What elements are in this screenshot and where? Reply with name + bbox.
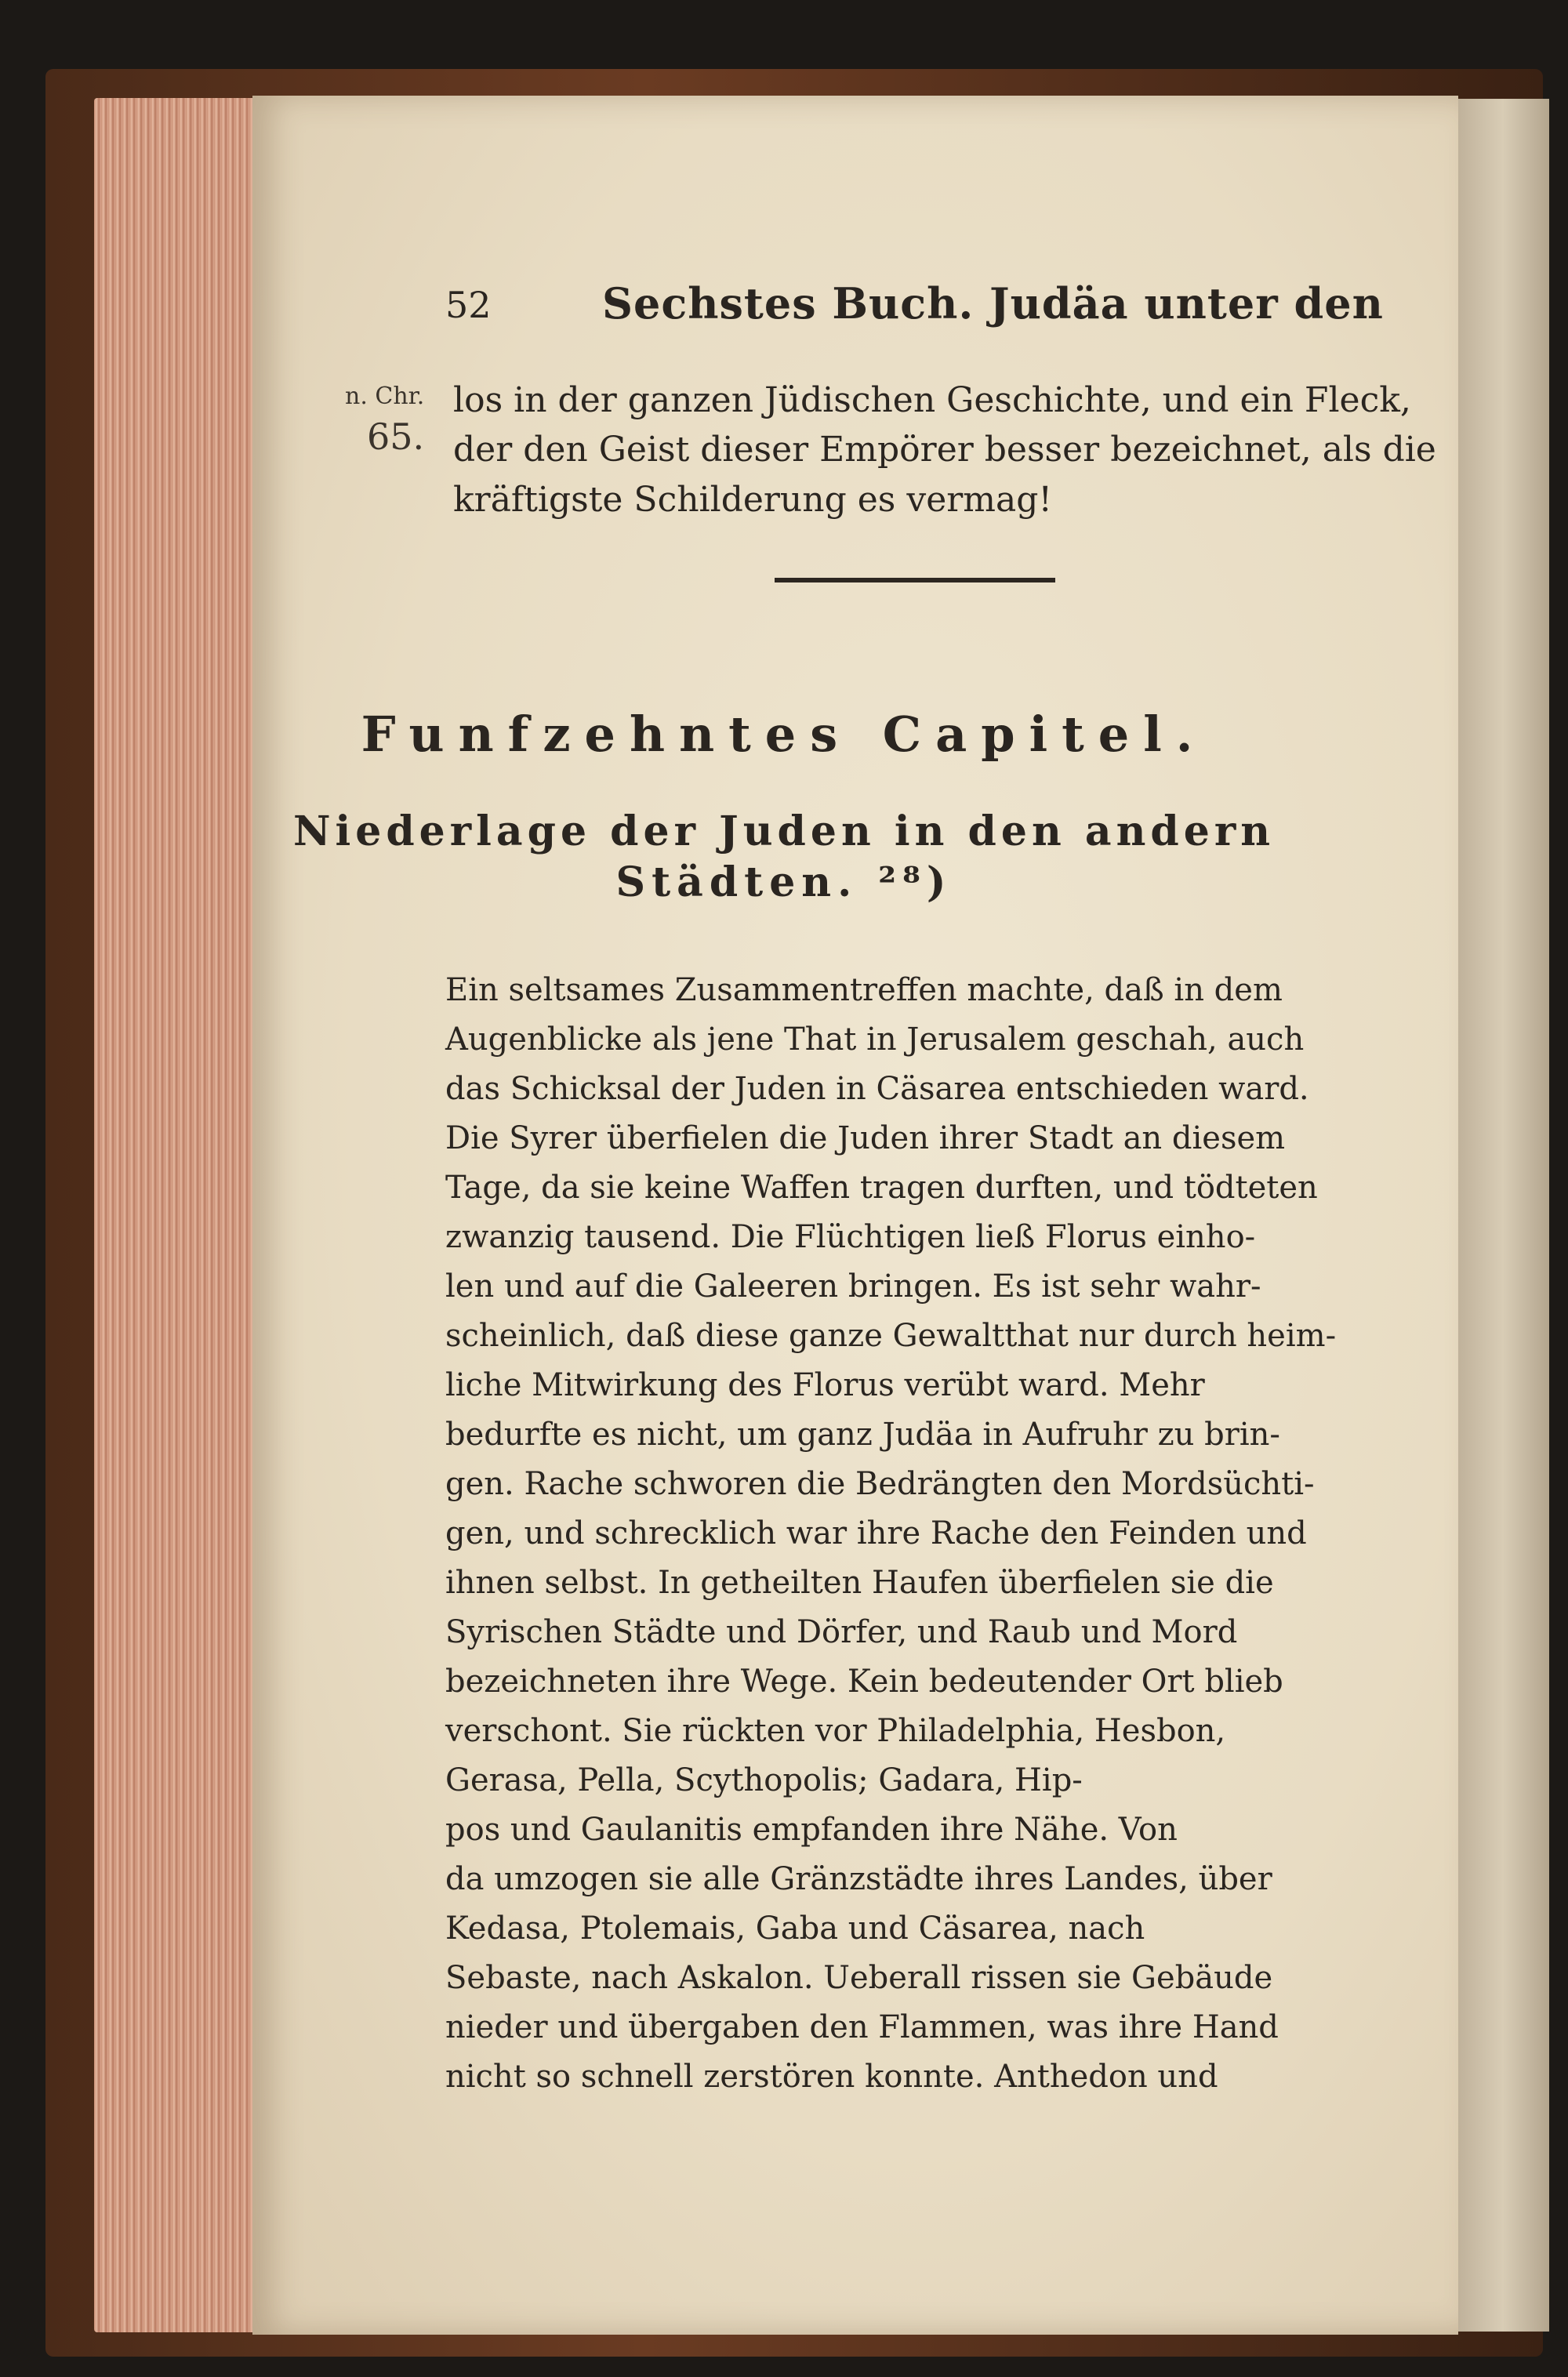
paragraph-line: Ein seltsames Zusammentreffen machte, daß in dem bbox=[445, 972, 1283, 1008]
paragraph-line: bedurfte es nicht, um ganz Judäa in Aufruhr zu brin- bbox=[445, 1417, 1280, 1453]
paragraph-line: zwanzig tausend. Die Flüchtigen ließ Florus einho- bbox=[445, 1219, 1256, 1255]
paragraph-line: Sebaste, nach Askalon. Ueberall rissen sie Gebäude bbox=[445, 1960, 1273, 1996]
paragraph-line: nicht so schnell zerstören konnte. Anthedon und bbox=[445, 2059, 1218, 2095]
paragraph-line: Kedasa, Ptolemais, Gaba und Cäsarea, nach bbox=[445, 1911, 1145, 1947]
chapter-subtitle: Niederlage der Juden in den andern bbox=[292, 807, 1276, 855]
paragraph-line: da umzogen sie alle Gränzstädte ihres Landes, über bbox=[445, 1861, 1272, 1897]
margin-note: n. Chr. bbox=[345, 383, 425, 410]
chapter-subtitle: Städten. ²⁸) bbox=[615, 858, 953, 906]
paragraph-line: Tage, da sie keine Waffen tragen durften, und tödteten bbox=[445, 1170, 1318, 1206]
paragraph-line: bezeichneten ihre Wege. Kein bedeutender Ort blieb bbox=[445, 1664, 1283, 1700]
paragraph-line: nieder und übergaben den Flammen, was ihre Hand bbox=[445, 2009, 1279, 2045]
paragraph-line: Die Syrer überfielen die Juden ihrer Stadt an diesem bbox=[445, 1120, 1286, 1156]
running-title: Sechstes Buch. Judäa unter den bbox=[602, 278, 1384, 328]
text-line: los in der ganzen Jüdischen Geschichte, und ein Fleck, bbox=[453, 380, 1411, 420]
paragraph-line: verschont. Sie rückten vor Philadelphia, Hesbon, bbox=[445, 1713, 1226, 1749]
section-divider bbox=[775, 578, 1055, 582]
page-number: 52 bbox=[445, 284, 492, 326]
paragraph-line: das Schicksal der Juden in Cäsarea entschieden ward. bbox=[445, 1071, 1309, 1107]
chapter-title: Funfzehntes Capitel. bbox=[361, 706, 1207, 763]
margin-year: 65. bbox=[367, 416, 425, 458]
paragraph-line: Gerasa, Pella, Scythopolis; Gadara, Hip- bbox=[445, 1762, 1083, 1798]
paragraph-line: Syrischen Städte und Dörfer, und Raub und Mord bbox=[445, 1614, 1238, 1650]
paragraph-line: liche Mitwirkung des Florus verübt ward. Mehr bbox=[445, 1367, 1205, 1403]
paragraph-line: pos und Gaulanitis empfanden ihre Nähe. Von bbox=[445, 1812, 1178, 1848]
text-line: kräftigste Schilderung es vermag! bbox=[453, 480, 1053, 520]
paragraph-line: len und auf die Galeeren bringen. Es ist sehr wahr- bbox=[445, 1268, 1261, 1305]
text-line: der den Geist dieser Empörer besser bezeichnet, als die bbox=[453, 430, 1436, 470]
paragraph-line: Augenblicke als jene That in Jerusalem geschah, auch bbox=[445, 1022, 1305, 1058]
paragraph-line: ihnen selbst. In getheilten Haufen überfielen sie die bbox=[445, 1565, 1274, 1601]
page-edge-right bbox=[1457, 99, 1549, 2332]
paragraph-line: gen. Rache schworen die Bedrängten den Mordsüchti- bbox=[445, 1466, 1315, 1502]
paragraph-line: gen, und schrecklich war ihre Rache den Feinden und bbox=[445, 1515, 1307, 1551]
page-edges-left bbox=[94, 98, 259, 2332]
paragraph-line: scheinlich, daß diese ganze Gewaltthat nur durch heim- bbox=[445, 1318, 1337, 1354]
